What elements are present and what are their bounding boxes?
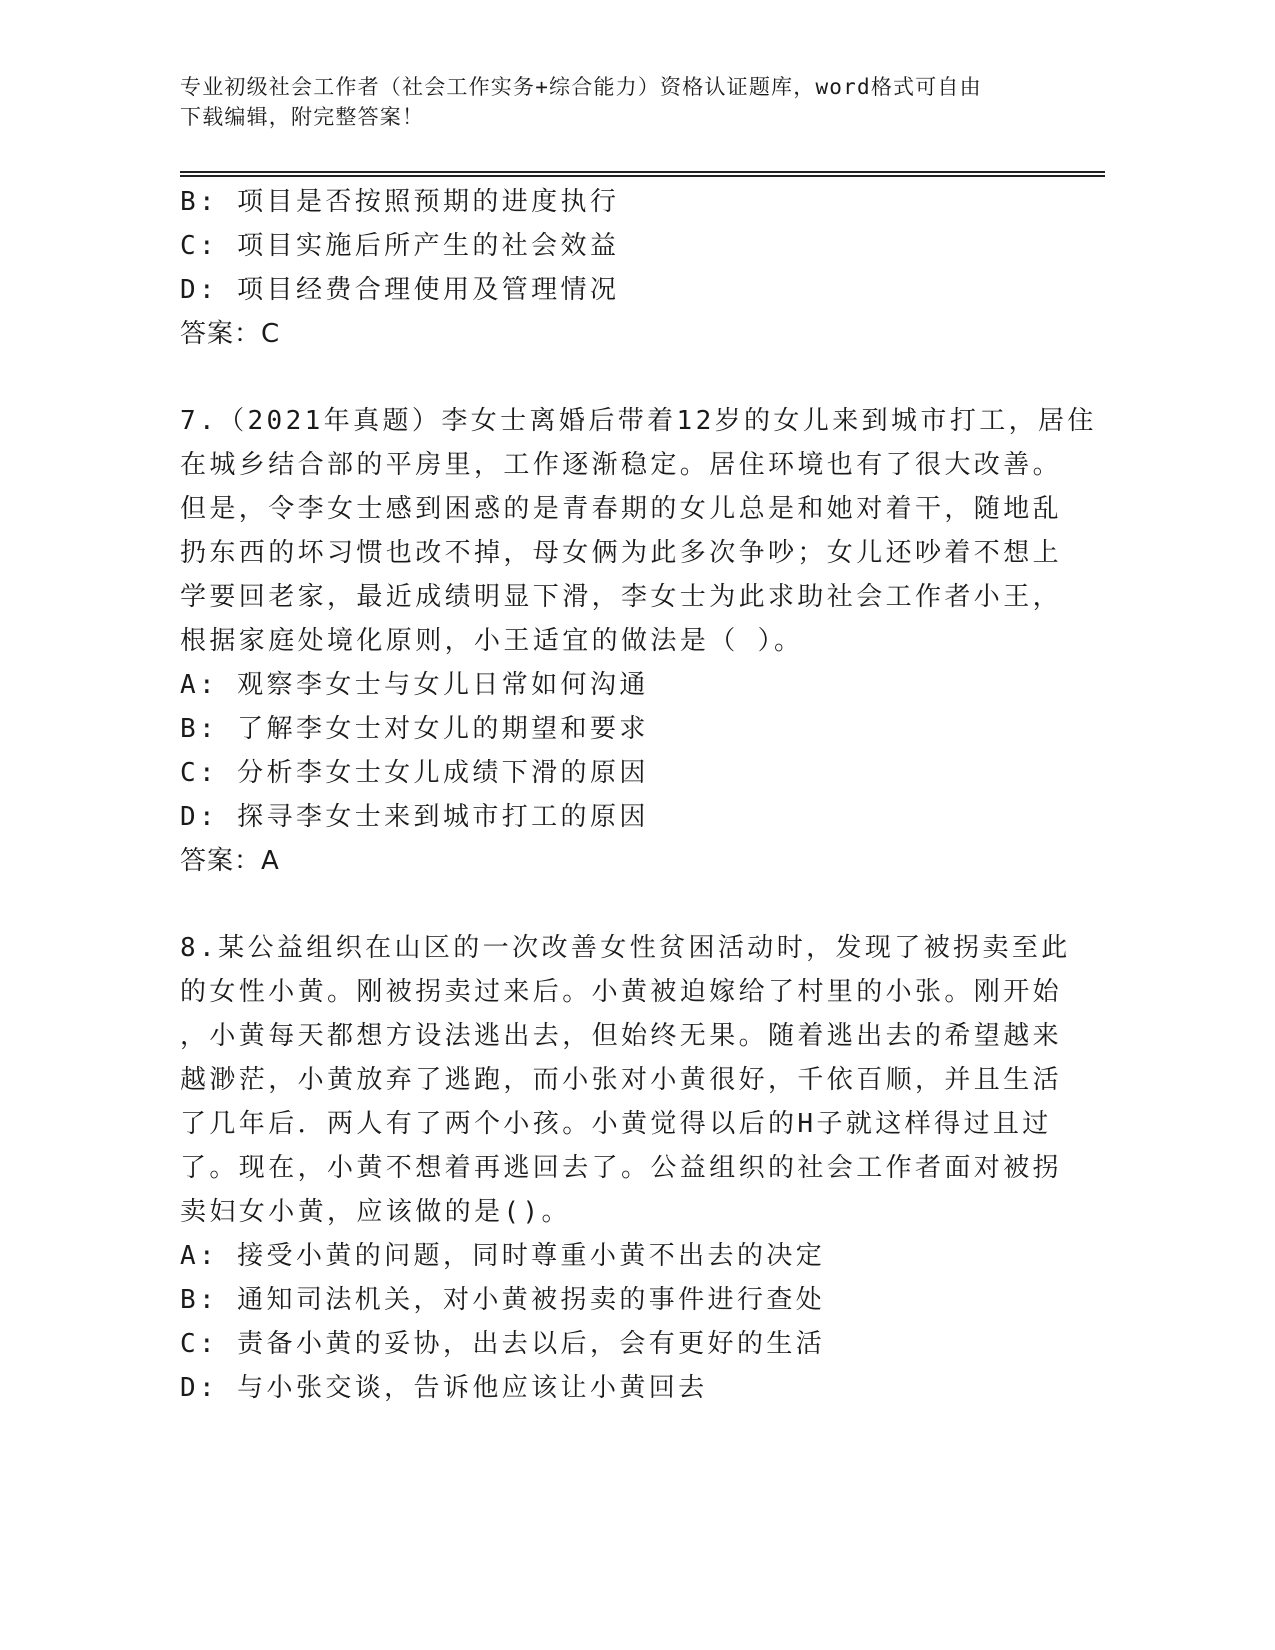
question-7: [180, 399, 1097, 883]
q7-option-b: B: 了解李女士对女儿的期望和要求: [180, 714, 649, 744]
q6-option-c: C: 项目实施后所产生的社会效益: [180, 231, 620, 261]
q8-stem-line: ，小黄每天都想方设法逃出去，但始终无果。随着逃出去的希望越来: [180, 1021, 1063, 1051]
q7-stem-line: 扔东西的坏习惯也改不掉，母女俩为此多次争吵；女儿还吵着不想上: [180, 538, 1063, 568]
q8-option-d: D: 与小张交谈，告诉他应该让小黄回去: [180, 1373, 708, 1403]
q8-stem-line: 了几年后．两人有了两个小孩。小黄觉得以后的H子就这样得过且过: [180, 1109, 1052, 1139]
q8-stem-line: 越渺茫，小黄放弃了逃跑，而小张对小黄很好，千依百顺，并且生活: [180, 1065, 1063, 1095]
spacer: [180, 356, 1060, 399]
q6-option-b: B: 项目是否按照预期的进度执行: [180, 187, 620, 217]
q8-stem-line: 了。现在，小黄不想着再逃回去了。公益组织的社会工作者面对被拐: [180, 1153, 1063, 1183]
q7-stem-line: 在城乡结合部的平房里，工作逐渐稳定。居住环境也有了很大改善。: [180, 450, 1063, 480]
q6-option-d: D: 项目经费合理使用及管理情况: [180, 275, 620, 305]
question-content: [180, 180, 1097, 1410]
q8-option-a: A: 接受小黄的问题，同时尊重小黄不出去的决定: [180, 1241, 826, 1271]
q8-option-b: B: 通知司法机关，对小黄被拐卖的事件进行查处: [180, 1285, 826, 1315]
header-line-1: 专业初级社会工作者（社会工作实务+综合能力）资格认证题库，word格式可自由: [180, 75, 982, 99]
question-6-tail: [180, 180, 1060, 356]
q8-stem-line: 8.某公益组织在山区的一次改善女性贫困活动时，发现了被拐卖至此: [180, 933, 1071, 963]
header-divider-top: [180, 171, 1105, 173]
spacer: [180, 883, 1060, 926]
header-divider-bottom: [180, 175, 1105, 177]
q8-stem-line: 的女性小黄。刚被拐卖过来后。小黄被迫嫁给了村里的小张。刚开始: [180, 977, 1063, 1007]
q6-answer: 答案：C: [180, 319, 281, 349]
q7-stem-line: 根据家庭处境化原则，小王适宜的做法是（ ）。: [180, 626, 804, 656]
q7-stem-line: 7.（2021年真题）李女士离婚后带着12岁的女儿来到城市打工，居住: [180, 406, 1097, 436]
q8-option-c: C: 责备小黄的妥协，出去以后，会有更好的生活: [180, 1329, 826, 1359]
q7-option-d: D: 探寻李女士来到城市打工的原因: [180, 802, 649, 832]
q8-stem-line: 卖妇女小黄，应该做的是()。: [180, 1197, 571, 1227]
header-line-2: 下载编辑，附完整答案！: [180, 105, 425, 129]
q7-option-a: A: 观察李女士与女儿日常如何沟通: [180, 670, 649, 700]
q7-stem-line: 但是，令李女士感到困惑的是青春期的女儿总是和她对着干，随地乱: [180, 494, 1063, 524]
question-8: [180, 926, 1071, 1410]
page-header: [180, 72, 1060, 132]
q7-stem-line: 学要回老家，最近成绩明显下滑，李女士为此求助社会工作者小王，: [180, 582, 1063, 612]
q7-option-c: C: 分析李女士女儿成绩下滑的原因: [180, 758, 649, 788]
q7-answer: 答案：A: [180, 846, 280, 876]
